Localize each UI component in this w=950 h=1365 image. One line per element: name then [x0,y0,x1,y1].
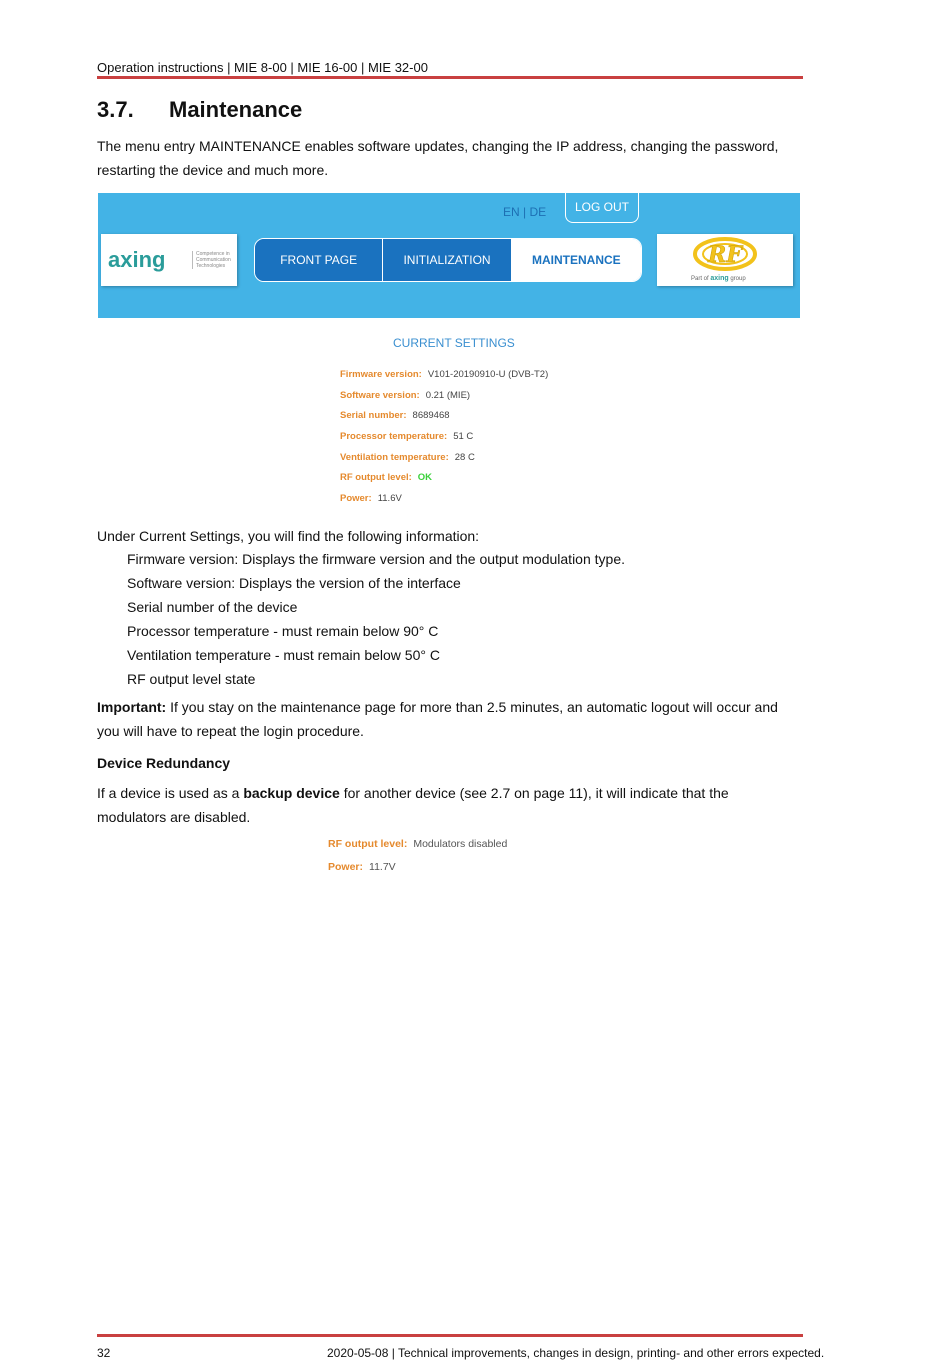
setting-ventilation-temperature [340,452,475,464]
list-item: Software version: Displays the version of the interface [127,575,461,591]
rf-logo-mark [691,237,759,271]
setting-processor-temperature [340,431,473,443]
setting-firmware-version [340,369,548,381]
redundancy-heading: Device Redundancy [97,755,231,771]
axing-logo [101,234,237,286]
rf-logo-subline: Part of axing group [691,275,746,282]
list-item: Processor temperature - must remain below 90° C [127,623,439,639]
running-header: Operation instructions | MIE 8-00 | MIE 16-00 | MIE 32-00 [97,60,428,75]
backup-device-term: backup device [243,785,340,801]
setting-label: Processor temperature: [340,431,448,442]
section-heading [97,98,302,122]
setting-value: 0.21 (MIE) [425,390,471,401]
setting-label: RF output level: [328,838,408,850]
setting-label: Serial number: [340,410,407,421]
tab-initialization[interactable]: INITIALIZATION [383,239,511,281]
setting-label: RF output level: [340,472,412,483]
setting-label: Ventilation temperature: [340,452,449,463]
axing-logo-word: axing [108,247,166,272]
important-note [97,695,787,743]
setting-value: V101-20190910-U (DVB-T2) [427,369,549,380]
tab-front-page[interactable]: FRONT PAGE [255,239,383,281]
setting-value: 11.6V [377,493,402,504]
setting-label: Power: [340,493,372,504]
setting-label: Firmware version: [340,369,422,380]
list-item: RF output level state [127,671,256,687]
rf-logo-text: RF [708,242,742,268]
logout-button[interactable]: LOG OUT [565,193,639,223]
setting-label: Software version: [340,390,420,401]
setting-software-version [340,390,470,402]
axing-logo-tagline: Competence in Communication Technologies [192,251,236,269]
setting-value: 51 C [453,431,474,442]
setting-value: 8689468 [412,410,450,421]
list-item: Firmware version: Displays the firmware version and the output modulation type. [127,551,625,567]
footer-note: 2020-05-08 | Technical improvements, changes in design, printing- and other errors expected. [327,1346,825,1360]
section-intro: The menu entry MAINTENANCE enables software updates, changing the IP address, changing the password, restarting the device and much more. [97,138,779,178]
language-switch[interactable]: EN | DE [503,205,547,219]
current-settings-title: CURRENT SETTINGS [393,336,515,350]
important-text: If you stay on the maintenance page for more than 2.5 minutes, an automatic logout will occur and you will have to repeat the login procedure. [97,699,778,739]
redundancy-text: If a device is used as a backup device for another device (see 2.7 on page 11), it will indicate that the modulators are disabled. [97,785,729,825]
list-item: Serial number of the device [127,599,298,615]
list-intro: Under Current Settings, you will find the following information: [97,528,480,544]
backup-setting-power [328,861,396,874]
setting-rf-output-level [340,472,432,484]
important-label: Important: [97,699,167,715]
setting-power [340,493,402,505]
setting-value: 11.7V [369,861,396,873]
setting-value: 28 C [454,452,475,463]
setting-serial-number [340,410,450,422]
settings-info-list [127,547,625,691]
rf-logo [657,234,793,286]
setting-value-ok: OK [417,472,433,483]
setting-value: Modulators disabled [413,838,508,850]
footer-rule [97,1334,803,1337]
page-number: 32 [97,1346,111,1360]
backup-setting-rf-output-level [328,838,507,851]
tab-maintenance[interactable]: MAINTENANCE [512,239,641,281]
main-nav [254,238,642,282]
list-item: Ventilation temperature - must remain below 50° C [127,647,440,663]
section-title: Maintenance [169,97,303,122]
setting-label: Power: [328,861,364,873]
header-rule [97,76,803,79]
section-number: 3.7. [97,97,134,122]
